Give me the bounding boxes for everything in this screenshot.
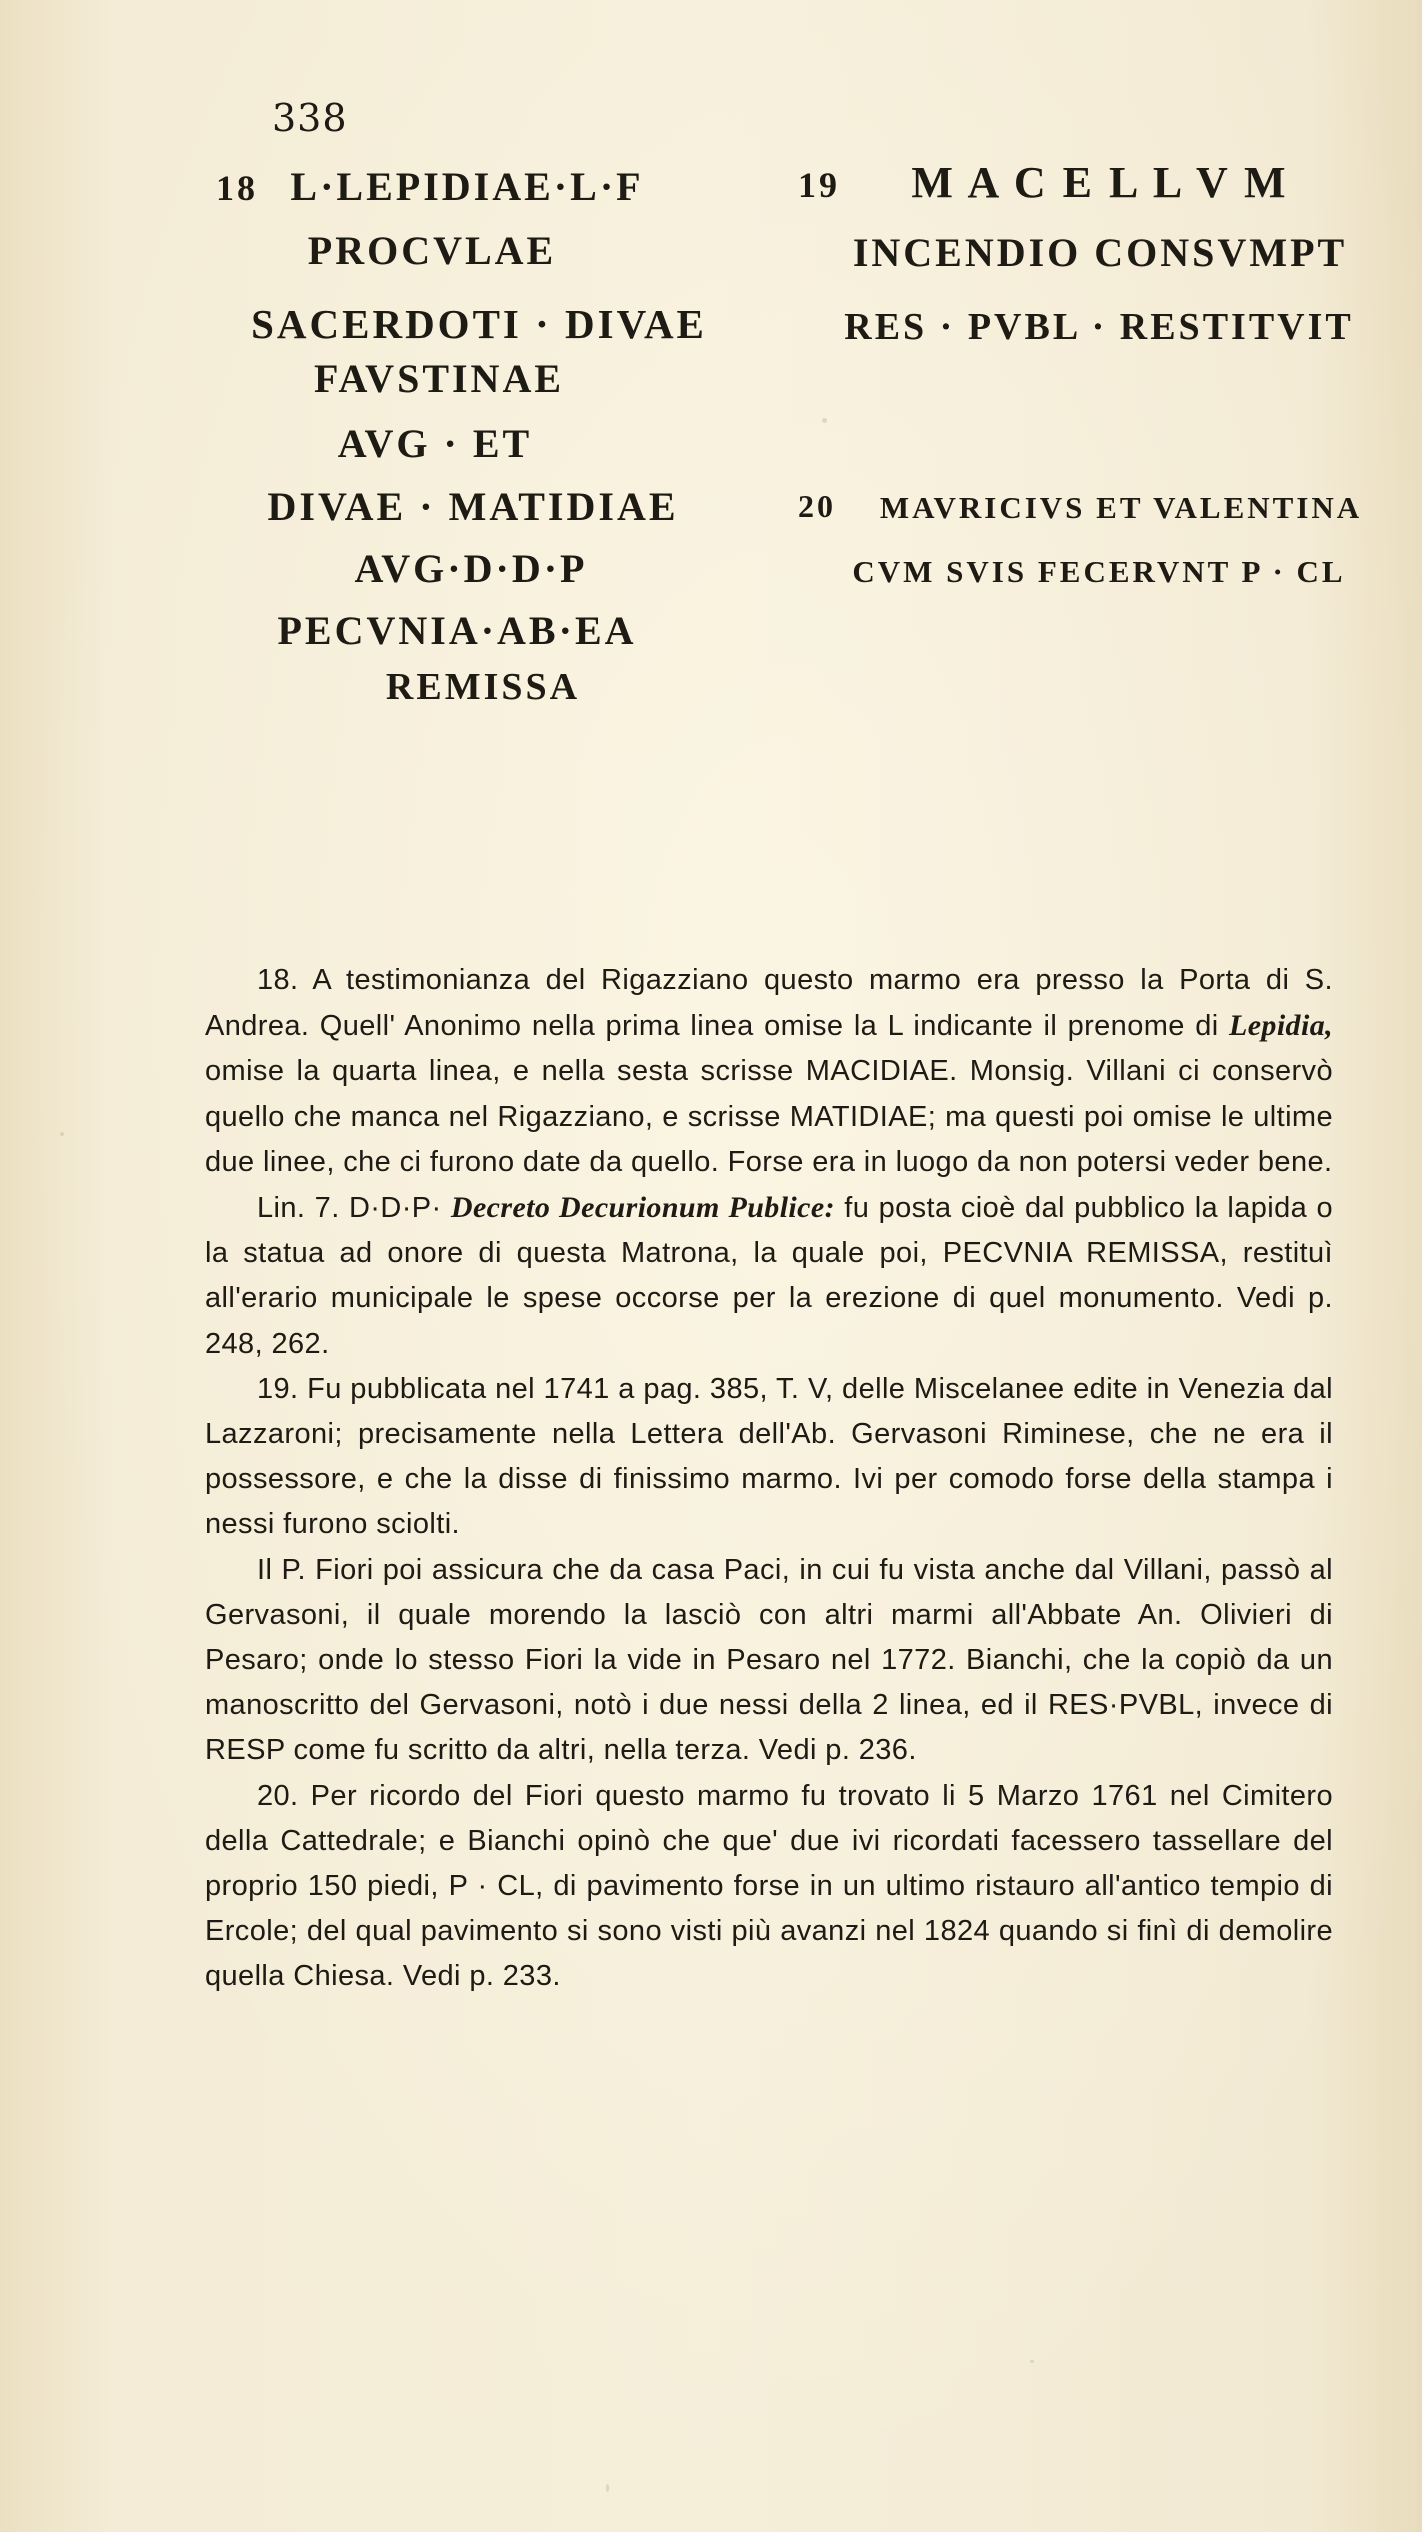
commentary-text: omise la quarta linea, e nella sesta scrisse MACIDIAE. Monsig. Villani ci conservò quello che manca nel Rigazziano, e scrisse MATIDIAE; ma questi poi omise le ultime due linee, che ci furono date da quello. Forse era in luogo da non potersi veder bene.: [205, 1055, 1333, 1178]
inscription-number: 20: [798, 488, 836, 524]
inscription-number: 18: [216, 168, 258, 208]
inscription-line: RES · PVBL · RESTITVIT: [844, 306, 1354, 348]
commentary-text: Il P. Fiori poi assicura che da casa Paci, in cui fu vista anche dal Villani, passò al Gervasoni, il quale morendo la lasciò con altri marmi all'Abbate An. Olivieri di Pesaro; onde lo stesso Fiori la vide in Pesaro nel 1772. Bianchi, che la copiò da un manoscritto del Gervasoni, notò i due nessi della 2 linea, ed il RES·PVBL, invece di RESP come fu scritto da altri, nella terza. Vedi p. 236.: [205, 1553, 1333, 1767]
inscription-line: DIVAE · MATIDIAE: [267, 484, 679, 529]
inscription-number: 19: [798, 165, 840, 205]
inscription-line: PECVNIA·AB·EA: [277, 608, 637, 653]
inscription-line: CVM SVIS FECERVNT P · CL: [852, 554, 1346, 589]
inscription-line: L·LEPIDIAE·L·F: [290, 164, 644, 209]
commentary-italic-text: Decreto Decurionum Publice:: [450, 1191, 835, 1225]
commentary-text: fu posta cioè dal pubblico la lapida o la statua ad onore di questa Matrona, la quale poi, PECVNIA REMISSA, restituì all'erario municipale le spese occorse per la erezione di quel monumento. Vedi p. 248, 262.: [205, 1192, 1333, 1360]
inscription-line: INCENDIO CONSVMPT: [852, 230, 1348, 275]
paper-speck: [60, 1132, 64, 1136]
commentary-text: Lin. 7. D·D·P·: [257, 1192, 451, 1225]
commentary-paragraph: [205, 1774, 1333, 2000]
inscription-line: AVG · ET: [337, 421, 533, 466]
paper-speck: [822, 418, 827, 423]
commentary-text: 18. A testimonianza del Rigazziano questo marmo era presso la Porta di S. Andrea. Quell' Anonimo nella prima linea omise la L indicante il prenome di: [205, 964, 1333, 1043]
inscription-line: SACERDOTI · DIVAE: [251, 301, 707, 347]
page-number: 338: [272, 96, 348, 140]
commentary-paragraph: [205, 1548, 1333, 1774]
commentary-italic-text: Lepidia,: [1228, 1009, 1333, 1043]
commentary-text: 20. Per ricordo del Fiori questo marmo fu trovato li 5 Marzo 1761 nel Cimitero della Cattedrale; e Bianchi opinò che que' due ivi ricordati facessero tassellare del proprio 150 piedi, P · CL, di pavimento forse in un ultimo ristauro all'antico tempio di Ercole; del qual pavimento si sono visti più avanzi nel 1824 quando si finì di demolire quella Chiesa. Vedi p. 233.: [205, 1779, 1333, 1993]
commentary: [205, 958, 1333, 2000]
paper-speck: [606, 2484, 609, 2492]
inscription-line: PROCVLAE: [307, 228, 557, 273]
inscription-line: FAVSTINAE: [313, 356, 565, 401]
commentary-paragraph: [205, 1367, 1333, 1548]
inscription-line: AVG·D·D·P: [354, 546, 588, 591]
inscription-line: REMISSA: [385, 666, 581, 708]
commentary-paragraph: [205, 1185, 1333, 1367]
commentary-text: 19. Fu pubblicata nel 1741 a pag. 385, T. V, delle Miscelanee edite in Venezia dal Lazzaroni; precisamente nella Lettera dell'Ab. Gervasoni Riminese, che ne era il possessore, e che la disse di finissimo marmo. Ivi per comodo forse della stampa i nessi furono sciolti.: [205, 1372, 1333, 1541]
paper-speck: [1030, 2360, 1034, 2363]
commentary-paragraph: [205, 958, 1333, 1185]
inscription-line: MAVRICIVS ET VALENTINA: [879, 490, 1363, 525]
inscription-line: M A C E L L V M: [911, 158, 1289, 207]
